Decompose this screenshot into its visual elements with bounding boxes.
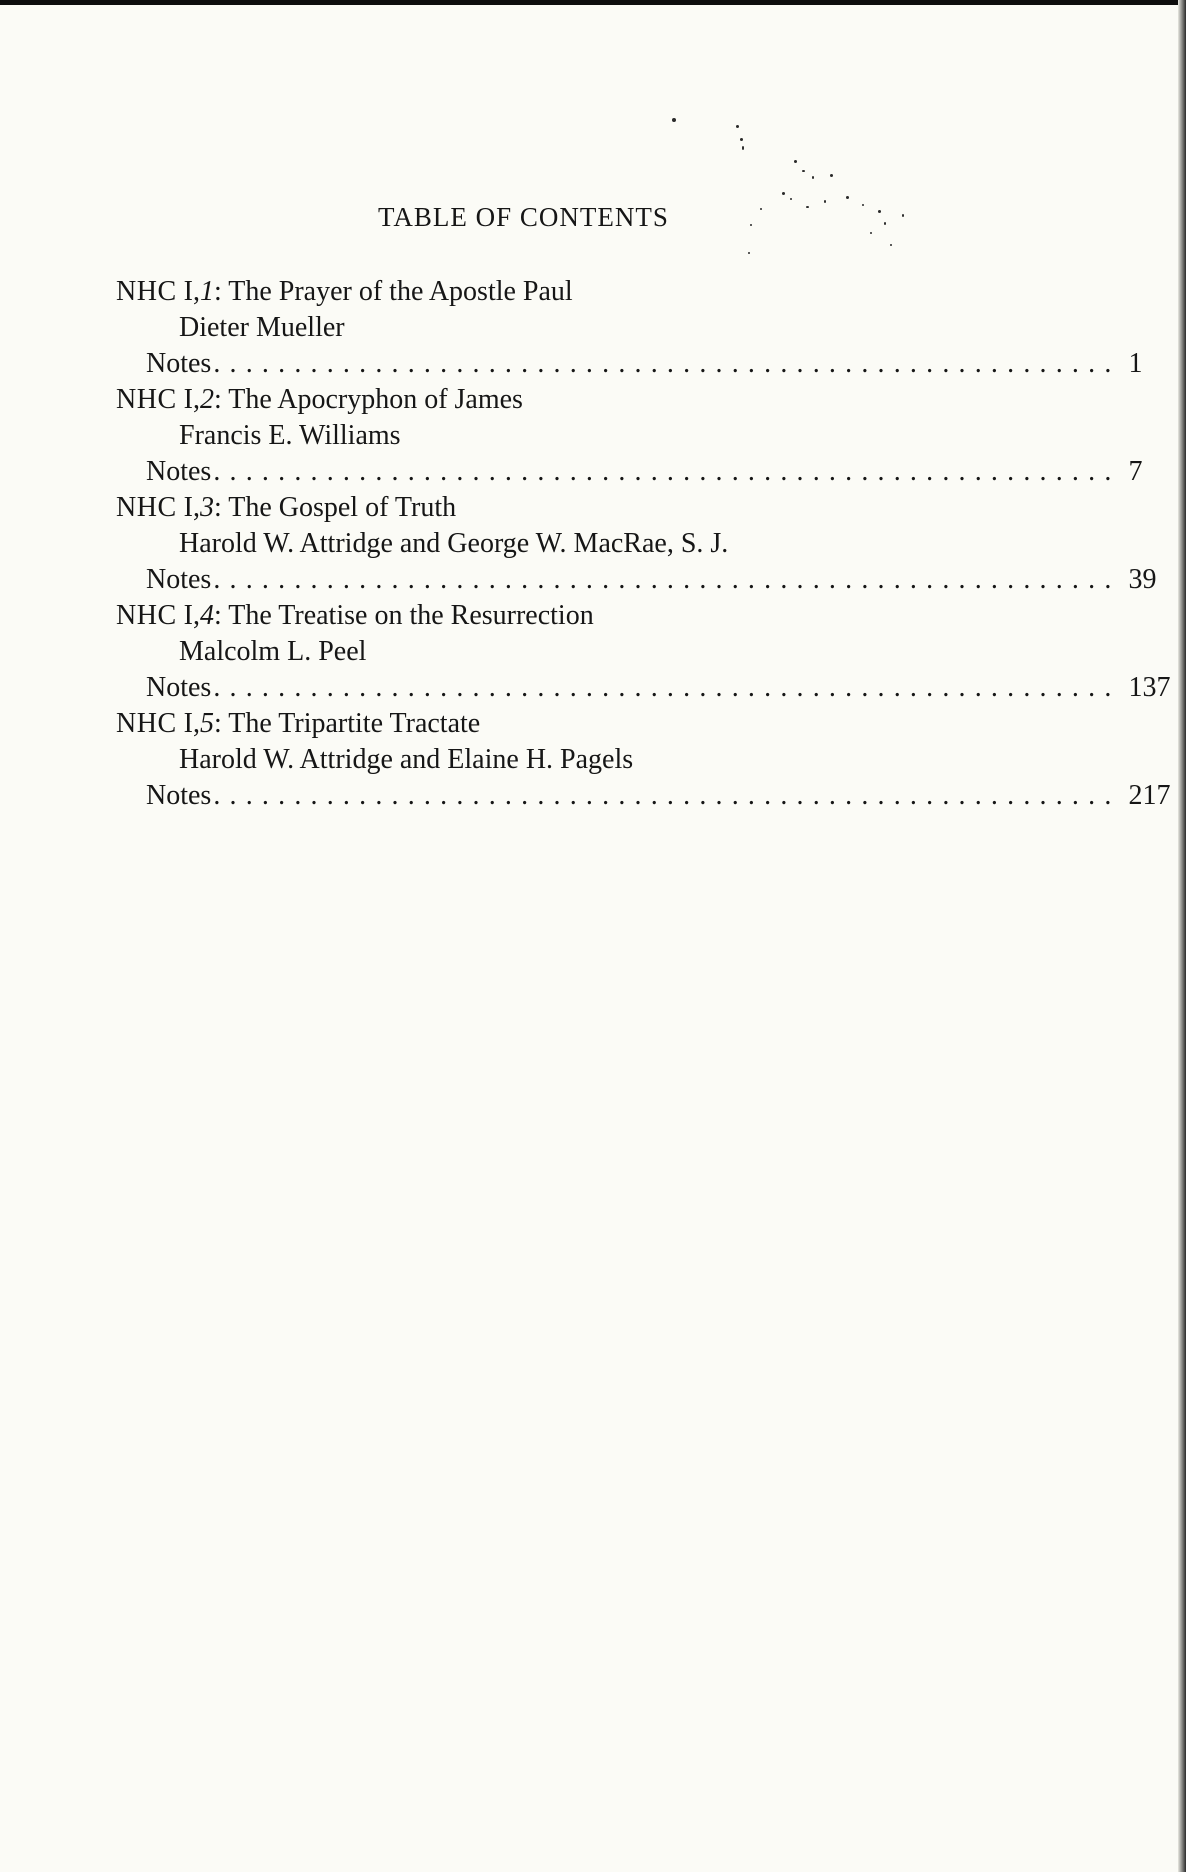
page-number: 1 bbox=[1128, 348, 1143, 379]
dot-leader: ........................................................ bbox=[213, 456, 1121, 487]
tractate-number: 4 bbox=[199, 600, 214, 631]
toc-entry-heading bbox=[116, 274, 573, 310]
tractate-number: 3 bbox=[199, 492, 214, 523]
codex-label: NHC bbox=[116, 708, 177, 739]
tractate-title: The Gospel of Truth bbox=[228, 492, 457, 523]
separator: : bbox=[213, 276, 222, 307]
notes-label: Notes bbox=[146, 456, 212, 487]
dot-leader: ........................................................ bbox=[213, 348, 1121, 379]
notes-label: Notes bbox=[146, 672, 212, 703]
codex-ref: I, bbox=[183, 600, 200, 631]
tractate-title: The Treatise on the Resurrection bbox=[228, 600, 594, 631]
codex-ref: I, bbox=[183, 708, 200, 739]
separator: : bbox=[213, 492, 222, 523]
toc-entry-heading bbox=[116, 706, 480, 742]
codex-ref: I, bbox=[183, 276, 200, 307]
toc-entry-heading bbox=[116, 382, 523, 418]
tractate-title: The Prayer of the Apostle Paul bbox=[228, 276, 573, 307]
codex-label: NHC bbox=[116, 600, 177, 631]
separator: : bbox=[213, 708, 222, 739]
toc-notes-row[interactable] bbox=[146, 454, 1143, 490]
toc-entry-author: Francis E. Williams bbox=[179, 420, 401, 451]
toc-notes-row[interactable] bbox=[146, 562, 1157, 598]
toc-entry-author: Harold W. Attridge and Elaine H. Pagels bbox=[179, 744, 634, 775]
tractate-title: The Apocryphon of James bbox=[228, 384, 523, 415]
separator: : bbox=[213, 600, 222, 631]
notes-label: Notes bbox=[146, 780, 212, 811]
codex-label: NHC bbox=[116, 276, 177, 307]
page-number: 39 bbox=[1128, 564, 1157, 595]
toc-entry-author: Dieter Mueller bbox=[179, 312, 345, 343]
page-number: 137 bbox=[1128, 672, 1171, 703]
toc-notes-row[interactable] bbox=[146, 670, 1171, 706]
tractate-number: 2 bbox=[199, 384, 214, 415]
tractate-title: The Tripartite Tractate bbox=[228, 708, 481, 739]
dot-leader: ........................................................ bbox=[213, 564, 1121, 595]
dot-leader: ........................................................ bbox=[213, 672, 1121, 703]
codex-label: NHC bbox=[116, 492, 177, 523]
tractate-number: 5 bbox=[199, 708, 214, 739]
codex-ref: I, bbox=[183, 492, 200, 523]
separator: : bbox=[213, 384, 222, 415]
toc-entry-heading bbox=[116, 598, 594, 634]
toc-entry-author: Harold W. Attridge and George W. MacRae, S. J. bbox=[179, 528, 729, 559]
codex-label: NHC bbox=[116, 384, 177, 415]
codex-ref: I, bbox=[183, 384, 200, 415]
toc-entry-heading bbox=[116, 490, 456, 526]
notes-label: Notes bbox=[146, 348, 212, 379]
page-title: TABLE OF CONTENTS bbox=[378, 202, 669, 232]
page-number: 217 bbox=[1128, 780, 1171, 811]
tractate-number: 1 bbox=[199, 276, 214, 307]
toc-entry-author: Malcolm L. Peel bbox=[179, 636, 367, 667]
notes-label: Notes bbox=[146, 564, 212, 595]
toc-notes-row[interactable] bbox=[146, 346, 1143, 382]
dot-leader: ........................................................ bbox=[213, 780, 1121, 811]
page-number: 7 bbox=[1128, 456, 1143, 487]
toc-notes-row[interactable] bbox=[146, 778, 1171, 814]
